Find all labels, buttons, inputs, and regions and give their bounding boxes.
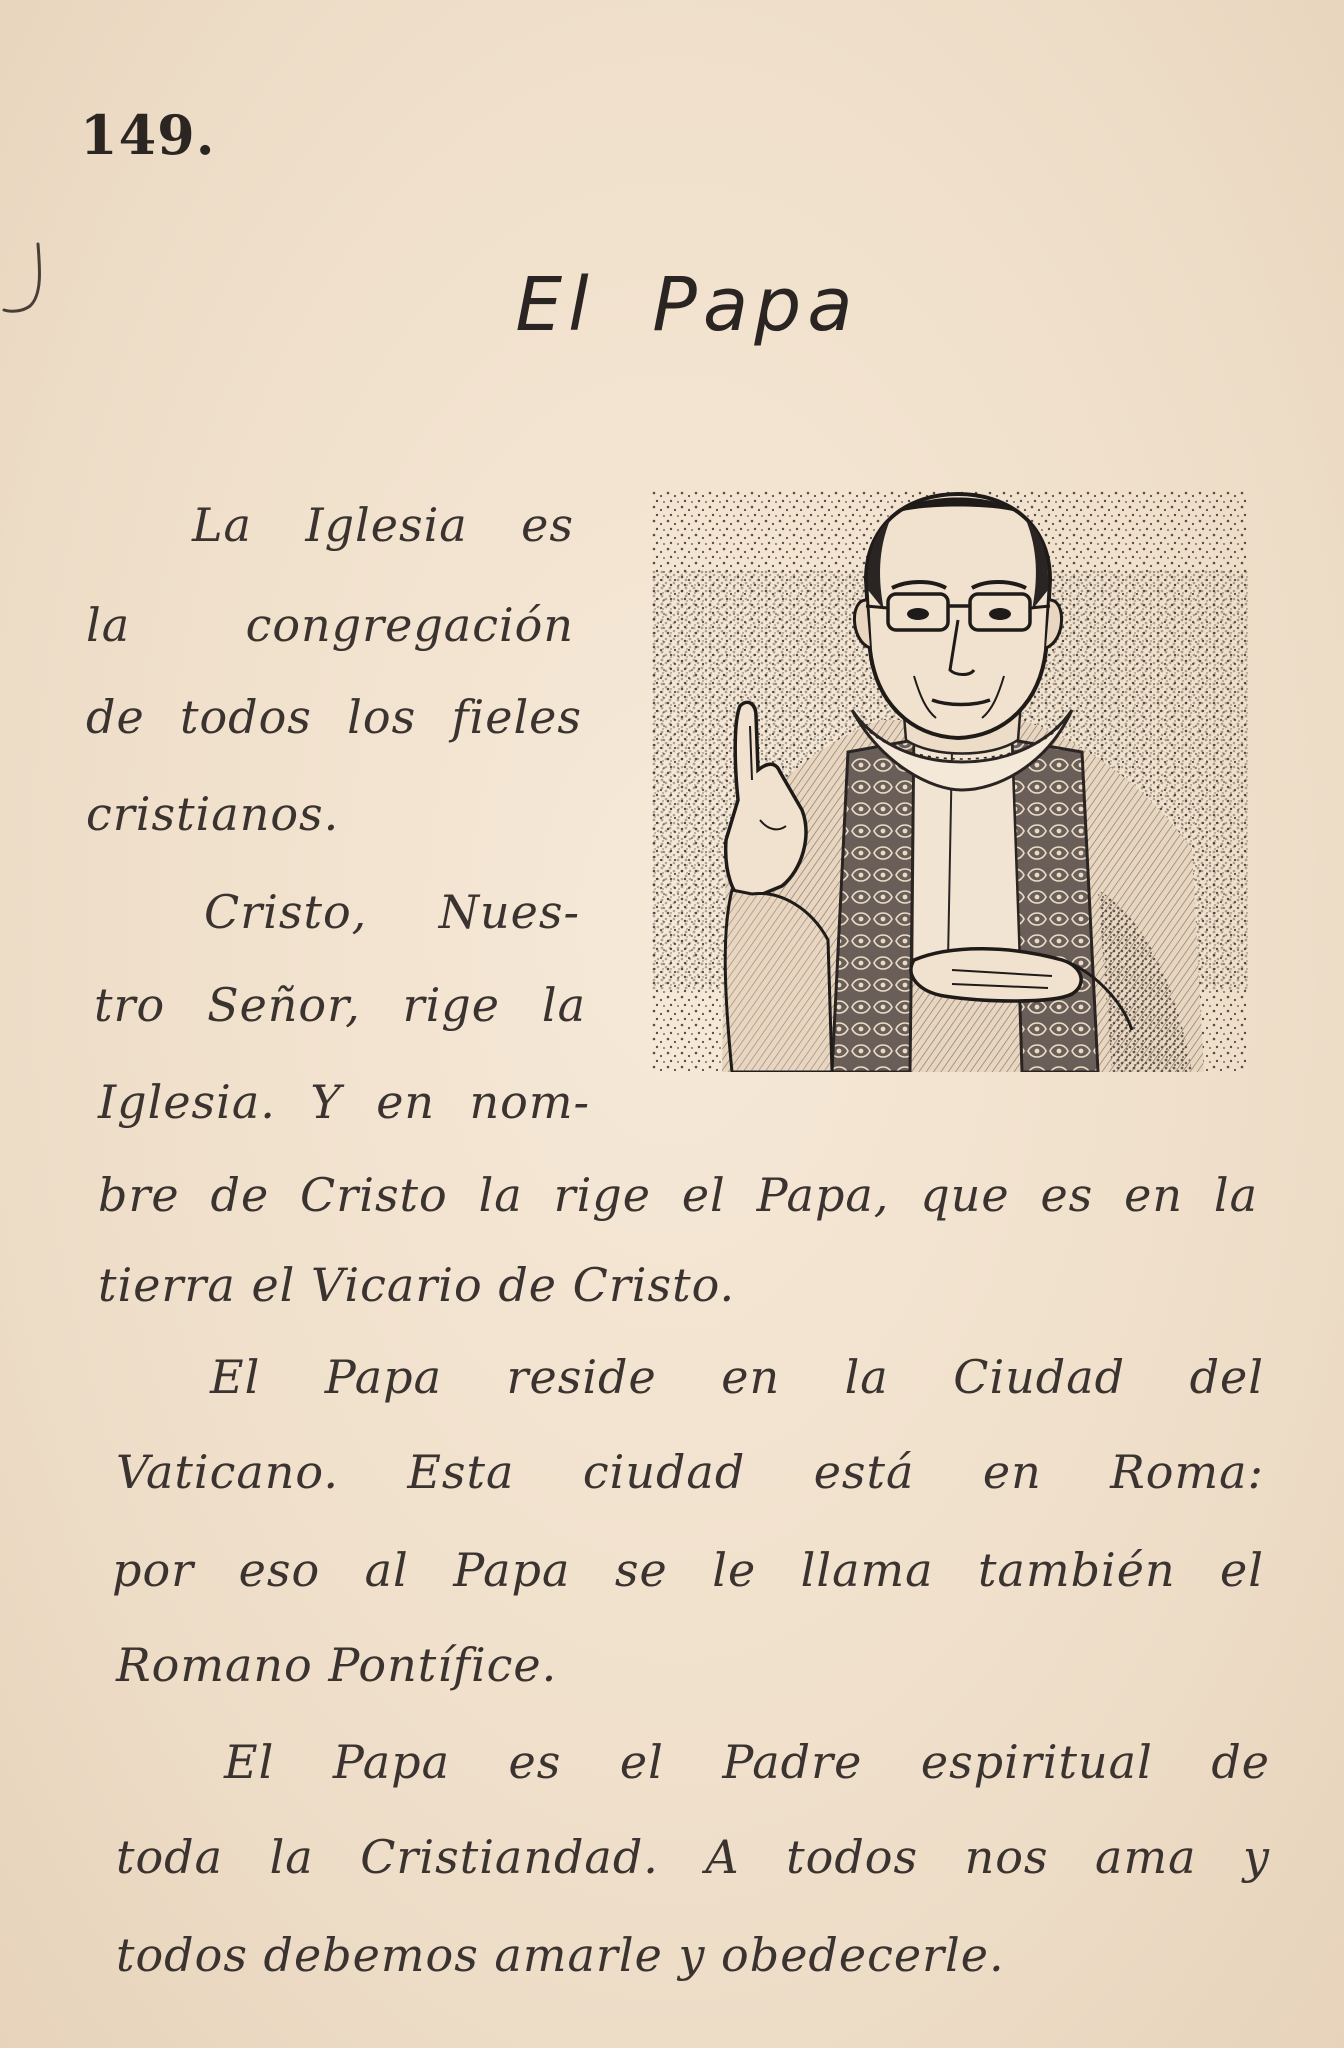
page-number: 149.	[80, 103, 216, 167]
text-line: El Papa es el Padre espiritual de	[224, 1735, 1270, 1789]
text-line: Vaticano. Esta ciudad está en Roma:	[116, 1445, 1264, 1499]
text-line: Cristo, Nues-	[204, 885, 580, 939]
pope-portrait-illustration	[652, 490, 1248, 1072]
text-line: toda la Cristiandad. A todos nos ama y	[116, 1830, 1270, 1884]
text-line: Iglesia. Y en nom-	[98, 1075, 590, 1129]
text-line: cristianos.	[86, 787, 340, 841]
page-title: El Papa	[515, 262, 859, 348]
text-line: la congregación	[86, 598, 574, 652]
text-line: de todos los fieles	[86, 690, 582, 744]
text-line: tierra el Vicario de Cristo.	[98, 1258, 736, 1312]
text-line: todos debemos amarle y obedecerle.	[116, 1928, 1005, 1982]
text-line: La Iglesia es	[192, 498, 574, 552]
text-line: El Papa reside en la Ciudad del	[210, 1350, 1264, 1404]
text-line: por eso al Papa se le llama también el	[112, 1543, 1264, 1597]
text-line: tro Señor, rige la	[94, 978, 586, 1032]
text-line: Romano Pontífice.	[116, 1638, 558, 1692]
text-line: bre de Cristo la rige el Papa, que es en la	[98, 1168, 1258, 1222]
